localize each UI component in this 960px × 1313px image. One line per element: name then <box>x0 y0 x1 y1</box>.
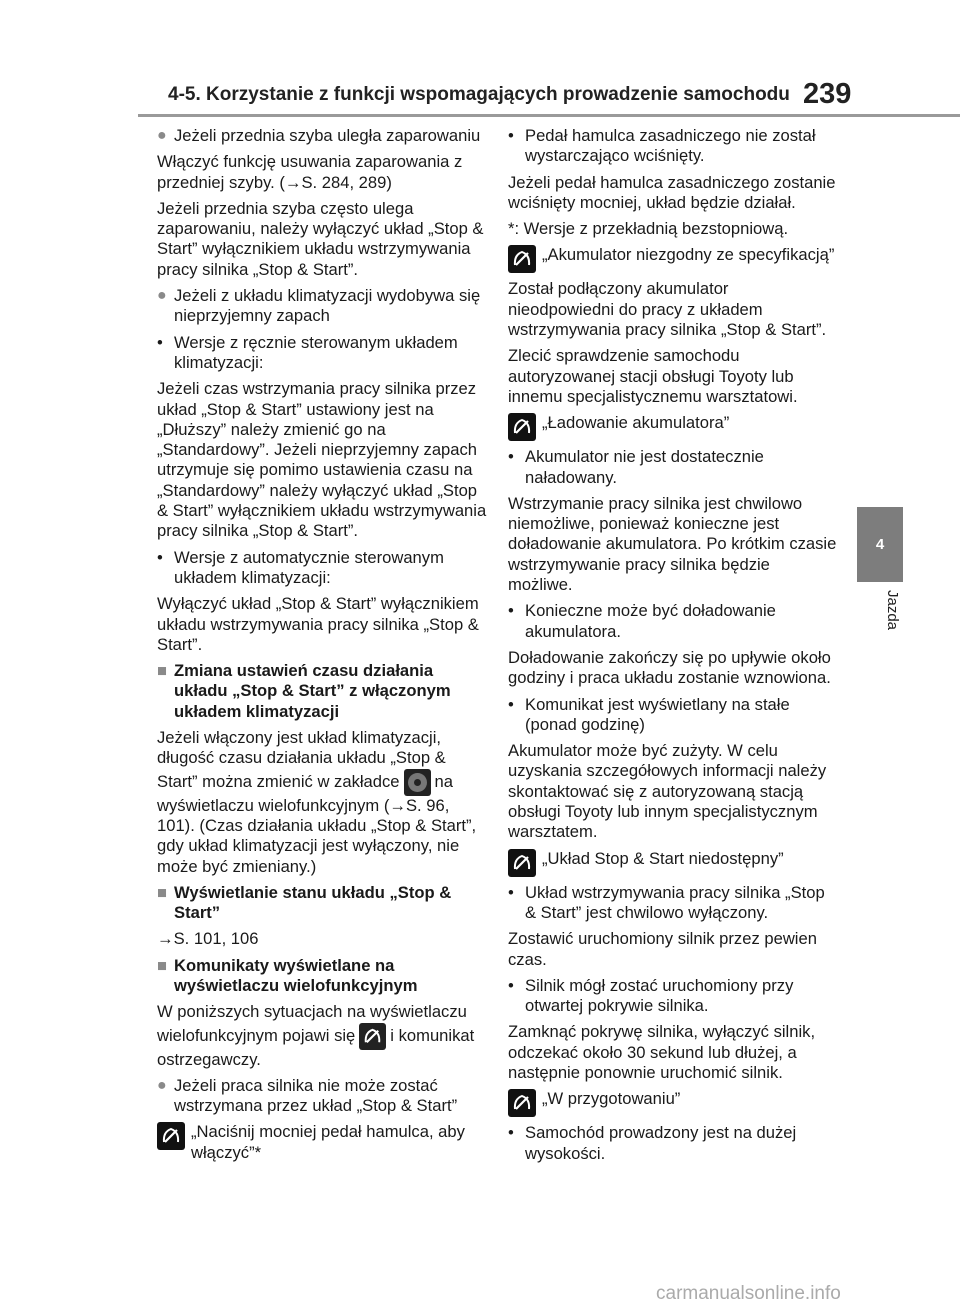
circle-bullet-icon: ● <box>157 1076 167 1094</box>
list-item: • Samochód prowadzony jest na dużej wysokości. <box>508 1123 797 1163</box>
message-item: „W przygotowaniu” <box>508 1089 838 1117</box>
instruction: Zamknąć pokrywę silnika, wyłączyć silnik, odczekać około 30 sekund lub dłużej, a następnie ponownie uruchomić silnik. <box>508 1022 816 1082</box>
stop-start-indicator-icon <box>508 1089 536 1117</box>
settings-gear-icon <box>404 769 431 796</box>
right-column <box>508 126 838 1170</box>
instruction: Wstrzymanie pracy silnika jest chwilowo niemożliwe, ponieważ konieczne jest doładowanie akumulatora. Po krótkim czasie wstrzymywanie pracy silnika będzie możliwe. <box>508 493 837 595</box>
paragraph: Jeżeli włączony jest układ klimatyzacji, długość czasu działania układu „Stop & Start” można zmienić w zakładce na wyświetlaczu wielofunkcyjnym (→S. 96, 101). (Czas działania układu „Stop & Start”, gdy układ klimatyzacji jest wyłączony, nie może być zmieniany.) <box>157 728 477 876</box>
chapter-tab-label: Jazda <box>884 590 901 631</box>
square-bullet-icon: ■ <box>157 882 168 902</box>
stop-start-indicator-icon <box>508 245 536 273</box>
page-number: 239 <box>803 78 852 110</box>
list-item: • Akumulator nie jest dostatecznie naładowany. <box>508 447 764 487</box>
circle-bullet-icon: ● <box>157 287 167 305</box>
list-item: • Pedał hamulca zasadniczego nie został wystarczająco wciśnięty. <box>508 126 816 166</box>
instruction: Zostawić uruchomiony silnik przez pewien czas. <box>508 929 817 969</box>
instruction: Akumulator może być zużyty. W celu uzyskania szczegółowych informacji należy skontaktować się z autoryzowaną stacją obsługi Toyoty lub innym specjalistycznym warsztatem. <box>508 741 827 842</box>
stop-start-indicator-icon <box>508 413 536 441</box>
list-item: • Wersje z automatycznie sterowanym układem klimatyzacji: <box>157 547 444 587</box>
section-title: 4-5. Korzystanie z funkcji wspomagających prowadzenie samochodu <box>168 84 790 105</box>
list-item: • Komunikat jest wyświetlany na stałe (ponad godzinę) <box>508 694 790 734</box>
header-rule <box>138 114 960 117</box>
instruction: Jeżeli pedał hamulca zasadniczego zostanie wciśnięty mocniej, układ będzie działał. <box>508 172 836 212</box>
message-item: „Ładowanie akumulatora” <box>508 413 838 441</box>
square-bullet-icon: ■ <box>157 661 168 681</box>
stop-start-indicator-icon <box>359 1023 386 1050</box>
watermark: carmanualsonline.info <box>656 1283 841 1304</box>
stop-start-indicator-icon <box>157 1122 185 1150</box>
list-item: • Wersje z ręcznie sterowanym układem klimatyzacji: <box>157 332 458 372</box>
paragraph: Włączyć funkcję usuwania zaparowania z przedniej szyby. (→S. 284, 289) <box>157 152 463 192</box>
circle-bullet: ● Jeżeli przednia szyba uległa zaparowaniu <box>157 126 481 145</box>
circle-bullet: ● Jeżeli praca silnika nie może zostać wstrzymana przez układ „Stop & Start” <box>157 1075 458 1116</box>
paragraph: Wyłączyć układ „Stop & Start” wyłącznikiem układu wstrzymywania pracy silnika „Stop & Start”. <box>157 594 479 654</box>
paragraph: Jeżeli czas wstrzymania pracy silnika przez układ „Stop & Start” ustawiony jest na „Dłuższy” należy zmienić go na „Standardowy”. Jeżeli nieprzyjemny zapach utrzymuje się pomimo ustawienia czasu na „Standardowy” należy wyłączyć układ „Stop & Start” wyłącznikiem układu wstrzymywania pracy silnika „Stop & Start”. <box>157 379 487 541</box>
list-item: • Konieczne może być doładowanie akumulatora. <box>508 601 776 641</box>
footnote: *: Wersje z przekładnią bezstopniową. <box>508 219 789 239</box>
message-item: „Układ Stop & Start niedostępny” <box>508 849 838 877</box>
instruction: Doładowanie zakończy się po upływie około godziny i praca układu zostanie wznowiona. <box>508 647 831 688</box>
message-item: „Naciśnij mocniej pedał hamulca, aby włączyć”* <box>157 1122 487 1163</box>
subheading: ■ Zmiana ustawień czasu działania układu „Stop & Start” z włączonym układem klimatyzacji <box>157 661 451 721</box>
square-bullet-icon: ■ <box>157 955 168 975</box>
paragraph: W poniższych sytuacjach na wyświetlaczu wielofunkcyjnym pojawi się i komunikat ostrzegawczy. <box>157 1002 475 1069</box>
paragraph: Jeżeli przednia szyba często ulega zaparowaniu, należy wyłączyć układ „Stop & Start” wyłącznikiem układu wstrzymywania pracy silnika „Stop & Start”. <box>157 198 484 279</box>
stop-start-indicator-icon <box>508 849 536 877</box>
instruction: Zlecić sprawdzenie samochodu autoryzowanej stacji obsługi Toyoty lub innemu specjalistycznemu warsztatowi. <box>508 346 798 406</box>
circle-bullet-icon: ● <box>157 127 167 144</box>
list-item: • Silnik mógł zostać uruchomiony przy otwartej pokrywie silnika. <box>508 975 794 1016</box>
chapter-tab[interactable]: 4 <box>857 507 903 582</box>
subheading: ■ Komunikaty wyświetlane na wyświetlaczu wielofunkcyjnym <box>157 955 418 995</box>
circle-bullet: ● Jeżeli z układu klimatyzacji wydobywa się nieprzyjemny zapach <box>157 286 481 326</box>
left-column <box>157 126 487 1169</box>
message-item: „Akumulator niezgodny ze specyfikacją” <box>508 245 838 273</box>
paragraph: Został podłączony akumulator nieodpowiedni do pracy z układem wstrzymywania pracy silnika „Stop & Start”. <box>508 279 827 340</box>
subheading: ■ Wyświetlanie stanu układu „Stop & Start” <box>157 882 452 923</box>
page-reference: →S. 101, 106 <box>157 929 259 949</box>
list-item: • Układ wstrzymywania pracy silnika „Stop & Start” jest chwilowo wyłączony. <box>508 882 825 922</box>
page-header <box>0 0 960 115</box>
